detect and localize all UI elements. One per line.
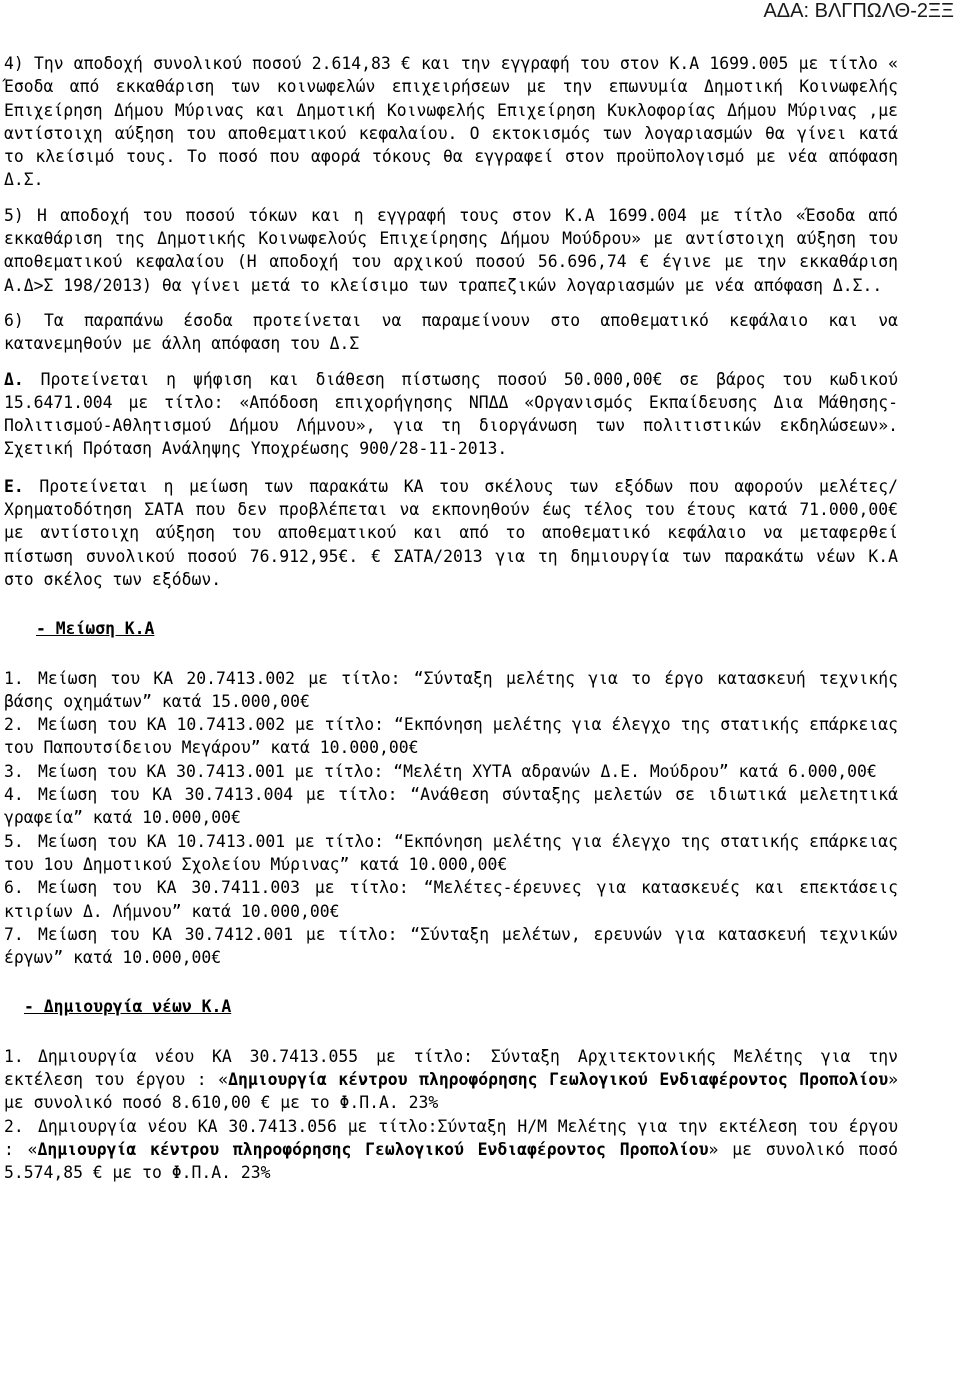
creation-item [4, 1045, 898, 1115]
reduction-item [4, 760, 898, 783]
item-text: Μείωση του ΚΑ 30.7412.001 με τίτλο: “Σύνταξη μελέτων, ερευνών για κατασκευή τεχνικών έργων” κατά 10.000,00€ [4, 924, 898, 968]
item-number: 2. [4, 715, 24, 735]
paragraph-d-text: Προτείνεται η ψήφιση και διάθεση πίστωσης ποσού 50.000,00€ σε βάρος του κωδικού 15.6471.004 με τίτλο: «Απόδοση επιχορήγησης ΝΠΔΔ «Οργανισμός Εκπαίδευσης Δια Μάθησης-Πολιτισμού-Αθλητισμού Δήμου Λήμνου», για τη διοργάνωση των πολιτιστικών εκδηλώσεων». Σχετική Πρόταση Ανάληψης Υποχρέωσης 900/28-11-2013. [4, 369, 898, 459]
reduction-item [4, 667, 898, 714]
item-number: 4. [4, 785, 24, 805]
reductions-list [4, 667, 898, 970]
item-number: 3. [4, 761, 24, 781]
item-text: Μείωση του ΚΑ 30.7411.003 με τίτλο: “Μελέτες-έρευνες για κατασκευές και επεκτάσεις κτιρίων Δ. Λήμνου” κατά 10.000,00€ [4, 878, 898, 921]
item-text: Μείωση του ΚΑ 30.7413.004 με τίτλο: “Ανάθεση σύνταξης μελετών σε ιδιωτικά μελετητικά γραφεία” κατά 10.000,00€ [4, 785, 898, 828]
reduction-item [4, 830, 898, 877]
item-text-post: » με συνολικό ποσό 5.574,85 € με το Φ.Π.Α. 23% [4, 1139, 898, 1183]
reduction-item [4, 923, 898, 970]
item-text: Μείωση του ΚΑ 10.7413.002 με τίτλο: “Εκπόνηση μελέτης για έλεγχο της στατικής επάρκειας του Παπουτσίδειου Μεγάρου” κατά 10.000,00€ [4, 715, 898, 758]
item-text-pre: Δημιουργία νέου ΚΑ 30.7413.055 με τίτλο: Σύνταξη Αρχιτεκτονικής Μελέτης για την εκτέλεση του έργου : « [4, 1046, 898, 1089]
project-title: Δημιουργία κέντρου πληροφόρησης Γεωλογικού Ενδιαφέροντος Προπολίου [228, 1069, 889, 1089]
item-text: Μείωση του ΚΑ 10.7413.001 με τίτλο: “Εκπόνηση μελέτης για έλεγχο της στατικής επάρκειας του 1ου Δημοτικού Σχολείου Μύρινας” κατά 10.000,00€ [4, 831, 898, 874]
item-text: Μείωση του ΚΑ 20.7413.002 με τίτλο: “Σύνταξη μελέτης για το έργο κατασκευή τεχνικής βάσης οχημάτων” κατά 15.000,00€ [4, 668, 898, 711]
paragraph-5: 5) Η αποδοχή του ποσού τόκων και η εγγραφή τους στον Κ.Α 1699.004 με τίτλο «Έσοδα από εκκαθάριση της Δημοτικής Κοινωφελούς Επιχείρησης Δήμου Μούδρου» με αντίστοιχη αύξηση του αποθεματικού κεφαλαίου (Η αποδοχή του αρχικού ποσού 56.696,74 € έγινε με την εκκαθάριση Α.Δ>Σ 198/2013) θα γίνει μετά το κλείσιμο των τραπεζικών λογαριασμών με νέα απόφαση Δ.Σ.. [4, 205, 898, 295]
item-number: 1. [4, 1046, 24, 1066]
paragraph-e-label: Ε. [4, 476, 24, 496]
project-title: Δημιουργία κέντρου πληροφόρησης Γεωλογικού Ενδιαφέροντος Προπολίου [37, 1139, 709, 1159]
reduction-item [4, 876, 898, 923]
paragraph-6: 6) Τα παραπάνω έσοδα προτείνεται να παραμείνουν στο αποθεματικό κεφάλαιο και να κατανεμηθούν με άλλη απόφαση του Δ.Σ [4, 310, 898, 354]
paragraph-4: 4) Την αποδοχή συνολικού ποσού 2.614,83 € και την εγγραφή του στον Κ.Α 1699.005 με τίτλο « Έσοδα από εκκαθάριση των κοινωφελών επιχειρήσεων με την επωνυμία Δημοτική Κοινωφελής Επιχείρηση Δήμου Μύρινας και Δημοτική Κοινωφελής Επιχείρηση Κυκλοφορίας Δήμου Μύρινας ,με αντίστοιχη αύξηση του αποθεματικού κεφαλαίου. Ο εκτοκισμός των λογαριασμών θα γίνει κατά το κλείσιμό τους. Το ποσό που αφορά τόκους θα εγγραφεί στον προϋπολογισμό με νέα απόφαση Δ.Σ. [4, 54, 898, 190]
item-number: 2. [4, 1116, 24, 1136]
item-number: 6. [4, 878, 24, 898]
item-number: 1. [4, 668, 24, 688]
document-code: ΑΔΑ: ΒΛΓΠΩΛΘ-2ΞΞ [763, 0, 954, 22]
reductions-heading: - Μείωση Κ.Α [36, 619, 155, 639]
item-number: 7. [4, 924, 24, 944]
paragraph-d-label: Δ. [4, 369, 24, 389]
creations-list [4, 1045, 898, 1185]
item-text-pre: Δημιουργία νέου ΚΑ 30.7413.056 με τίτλο:Σύνταξη Η/Μ Μελέτης για την εκτέλεση του έργου : « [4, 1116, 898, 1159]
reduction-item [4, 713, 898, 760]
paragraph-e-text: Προτείνεται η μείωση των παρακάτω ΚΑ του σκέλους των εξόδων που αφορούν μελέτες/Χρηματοδότηση ΣΑΤΑ που δεν προβλέπεται να εκπονηθούν έως τέλος του έτους κατά 71.000,00€ με αντίστοιχη αύξηση του αποθεματικού και από το αποθεματικό κεφάλαιο να μεταφερθεί πίστωση συνολικού ποσού 76.912,95€. € ΣΑΤΑ/2013 για τη δημιουργία των παρακάτω νέων Κ.Α στο σκέλος των εξόδων. [4, 476, 898, 589]
item-text: Μείωση του ΚΑ 30.7413.001 με τίτλο: “Μελέτη ΧΥΤΑ αδρανών Δ.Ε. Μούδρου” κατά 6.000,00€ [38, 761, 877, 781]
creation-item [4, 1115, 898, 1185]
reduction-item [4, 783, 898, 830]
item-number: 5. [4, 831, 24, 851]
creations-heading: - Δημιουργία νέων Κ.Α [24, 997, 232, 1017]
item-text-post: » με συνολικό ποσό 8.610,00 € με το Φ.Π.Α. 23% [4, 1069, 898, 1113]
paragraph-e [4, 475, 898, 591]
paragraph-d [4, 368, 898, 461]
document-body [4, 52, 898, 1184]
